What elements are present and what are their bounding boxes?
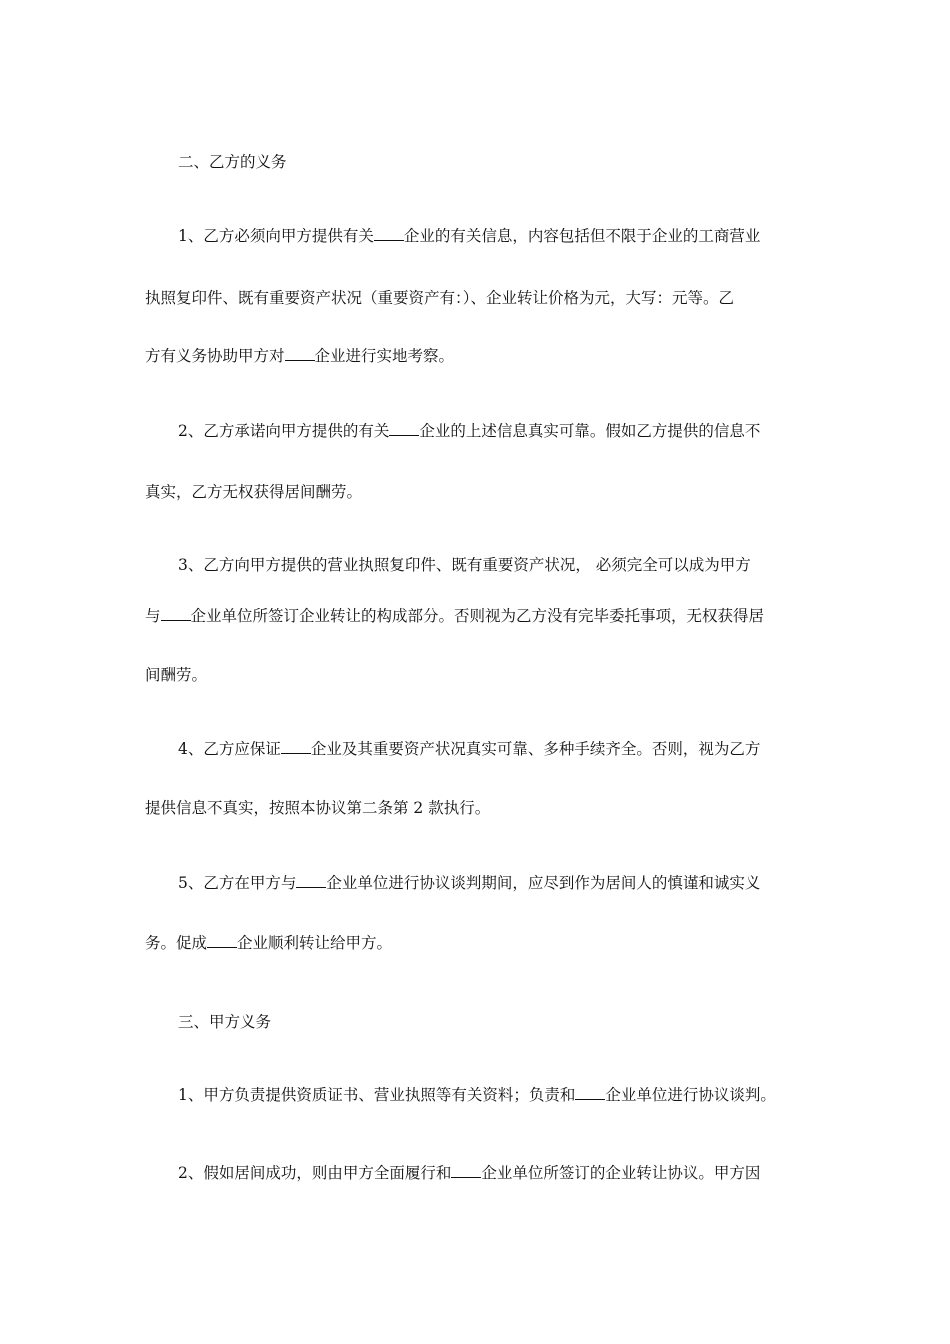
- fill-in-blank: [374, 226, 404, 241]
- text: 企业单位进行协议谈判期间，应尽到作为居间人的慎谨和诚实义: [326, 874, 761, 892]
- duty-2-line-1: [178, 1163, 760, 1183]
- fill-in-blank: [207, 933, 237, 948]
- text: 企业单位所签订的企业转让协议。甲方因: [481, 1164, 761, 1182]
- text: 1、甲方负责提供资质证书、营业执照等有关资料；负责和: [178, 1086, 576, 1104]
- paragraph-3-line-1: 3、乙方向甲方提供的营业执照复印件、既有重要资产状况， 必须完全可以成为甲方: [178, 556, 751, 574]
- paragraph-5-line-2: [145, 933, 392, 953]
- paragraph-2-line-2: 真实，乙方无权获得居间酬劳。: [145, 483, 363, 501]
- text: 企业的有关信息，内容包括但不限于企业的工商营业: [403, 227, 761, 245]
- paragraph-1-line-3: [145, 346, 454, 366]
- paragraph-3-line-2: [145, 606, 764, 626]
- text: 与: [145, 607, 161, 625]
- text: 企业进行实地考察。: [314, 347, 455, 365]
- text: 2、假如居间成功，则由甲方全面履行和: [178, 1164, 452, 1182]
- text: 2、乙方承诺向甲方提供的有关: [178, 422, 390, 440]
- fill-in-blank: [389, 421, 419, 436]
- text: 4、乙方应保证: [178, 740, 281, 758]
- text: 企业单位进行协议谈判。: [605, 1086, 776, 1104]
- text: 企业的上述信息真实可靠。假如乙方提供的信息不: [419, 422, 761, 440]
- paragraph-4-line-2: 提供信息不真实，按照本协议第二条第 2 款执行。: [145, 799, 491, 817]
- paragraph-2-line-1: [178, 421, 760, 441]
- text: 5、乙方在甲方与: [178, 874, 297, 892]
- paragraph-3-line-3: 间酬劳。: [145, 666, 208, 684]
- text: 企业顺利转让给甲方。: [237, 934, 393, 952]
- paragraph-1-line-1: [178, 226, 760, 246]
- fill-in-blank: [285, 346, 315, 361]
- section-heading-3: 三、甲方义务: [178, 1013, 272, 1031]
- text: 务。促成: [145, 934, 208, 952]
- fill-in-blank: [575, 1085, 605, 1100]
- paragraph-1-line-2: 执照复印件、既有重要资产状况（重要资产有：）、企业转让价格为元，大写：元等。乙: [145, 289, 735, 307]
- fill-in-blank: [161, 606, 191, 621]
- duty-1-line-1: [178, 1085, 776, 1105]
- paragraph-4-line-1: [178, 739, 760, 759]
- paragraph-5-line-1: [178, 873, 760, 893]
- section-heading-2: 二、乙方的义务: [178, 153, 287, 171]
- text: 企业单位所签订企业转让的构成部分。否则视为乙方没有完毕委托事项，无权获得居: [190, 607, 765, 625]
- fill-in-blank: [451, 1163, 481, 1178]
- fill-in-blank: [296, 873, 326, 888]
- text: 1、乙方必须向甲方提供有关: [178, 227, 374, 245]
- fill-in-blank: [281, 739, 311, 754]
- text: 方有义务协助甲方对: [145, 347, 285, 365]
- text: 企业及其重要资产状况真实可靠、多种手续齐全。否则，视为乙方: [310, 740, 761, 758]
